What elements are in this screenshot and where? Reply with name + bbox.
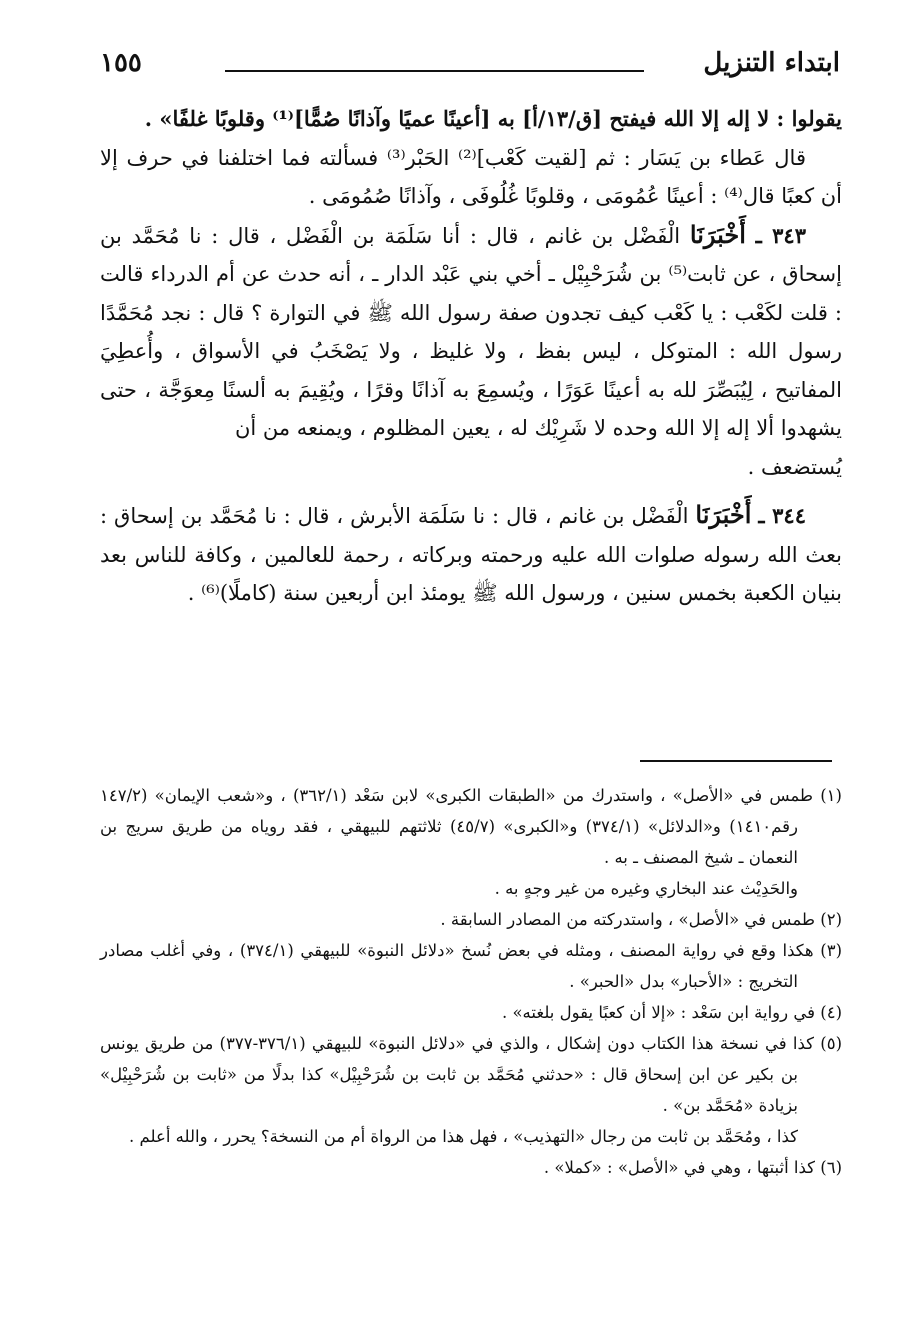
footnote-3: (٣) هكذا وقع في رواية المصنف ، ومثله في بعض نُسخ «دلائل النبوة» للبيهقي (٣٧٤/١) ، وفي أغلب مصادر التخريج : «الأحبار» بدل «الحبر» . (100, 941, 843, 991)
page-header (100, 44, 840, 94)
hadith-343 (100, 216, 842, 448)
hadith-number: ٣٤٤ ـ (758, 503, 806, 528)
footnote-6: (٦) كذا أثبتها ، وهي في «الأصل» : «كملا» . (543, 1158, 842, 1177)
footnotes (100, 780, 842, 1183)
hadith-number: ٣٤٣ ـ (755, 222, 806, 248)
footnote-1-continuation: والحَدِيْث عند البخاري وغيره من غير وجهٍ به . (494, 879, 798, 898)
footnote-5-continuation: كذا ، ومُحَمَّد بن ثابت من رجال «التهذيب» ، فهل هذا من الرواة أم من النسخة؟ يحرر ، والله أعلم . (129, 1127, 798, 1146)
hadith-text: الْفَضْل بن غانم ، قال : أنا سَلَمَة بن الْفَضْل ، قال : نا مُحَمَّد بن إسحاق ، عن ثابت⁽⁵⁾ بن شُرَحْبِيْل ـ أخي بني عَبْد الدار ـ ، أنه حدث عن أم الدرداء قالت : قلت لكَعْب : يا كَعْب كيف تجدون صفة رسول الله ﷺ في التوارة ؟ قال : نجد مُحَمَّدًا رسول الله : المتوكل ، ليس بفظ ، ولا غليظ ، ولا يَصْخَبُ في الأسواق ، وأُعطِيَ المفاتيح ، لِيُبَصِّرَ لله به أعينًا عَوَرًا ، ويُسمِعَ به آذانًا وقرًا ، ويُقِيمَ به ألسنًا مِعوَجَّة ، حتى يشهدوا ألا إله إلا الله وحده لا شَرِيْك له ، يعين المظلوم ، ويمنعه من أن (100, 223, 842, 440)
hadith-343-end: يُستضعف . (747, 454, 842, 479)
footnote-separator (640, 760, 832, 762)
hadith-text: الْفَضْل بن غانم ، قال : نا سَلَمَة الأبرش ، قال : نا مُحَمَّد بن إسحاق : بعث الله رسوله صلوات الله عليه ورحمته وبركاته ، رحمة للعالمين ، وكافة للناس بعد بنيان الكعبة بخمس سنين ، ورسول الله ﷺ يومئذ ابن أربعين سنة (كاملًا)⁽⁶⁾ . (100, 504, 842, 605)
paragraph-closing-quote: يقولوا : لا إله إلا الله فيفتح [ق/١٣/أ] به [أعينًا عميًا وآذانًا صُمًّا]⁽¹⁾ وقلوبًا غلفًا» . (144, 106, 842, 131)
isnad-verb: أَخْبَرَنَا (695, 500, 752, 529)
page-number: ١٥٥ (100, 48, 142, 78)
paragraph-ata: قال عَطاء بن يَسَار : ثم [لقيت كَعْب]⁽²⁾ الحَبْر⁽³⁾ فسألته فما اختلفنا في حرف إلا أن كعبًا قال⁽⁴⁾ : أعينًا عُمُومَى ، وقلوبًا غُلُوفَى ، وآذانًا صُمُومَى . (100, 145, 842, 208)
footnote-5: (٥) كذا في نسخة هذا الكتاب دون إشكال ، والذي في «دلائل النبوة» للبيهقي (٣٧٦/١-٣٧٧) من طريق يونس بن بكير عن ابن إسحاق قال : «حدثني مُحَمَّد بن ثابت بن شُرَحْبِيْل» كذا بدلًا من «ثابت بن شُرَحْبِيْل» بزيادة «مُحَمَّد بن» . (100, 1034, 842, 1115)
header-rule (225, 70, 644, 72)
footnote-4: (٤) في رواية ابن سَعْد : «إلا أن كعبًا يقول بلغته» . (501, 1003, 842, 1022)
running-title: ابتداء التنزيل (703, 48, 840, 78)
footnote-2: (٢) طمس في «الأصل» ، واستدركته من المصادر السابقة . (440, 910, 842, 929)
main-text (100, 100, 842, 613)
isnad-verb: أَخْبَرَنَا (689, 219, 746, 249)
hadith-344 (100, 496, 842, 613)
footnote-1: (١) طمس في «الأصل» ، واستدرك من «الطبقات الكبرى» لابن سَعْد (٣٦٢/١) ، و«شعب الإيمان» (١٤٧/٢ رقم١٤١٠) و«الدلائل» (٣٧٤/١) و«الكبرى» (٤٥/٧) ثلاثتهم للبيهقي ، فقد روياه من طريق سريج بن النعمان ـ شيخ المصنف ـ به . (100, 786, 842, 867)
